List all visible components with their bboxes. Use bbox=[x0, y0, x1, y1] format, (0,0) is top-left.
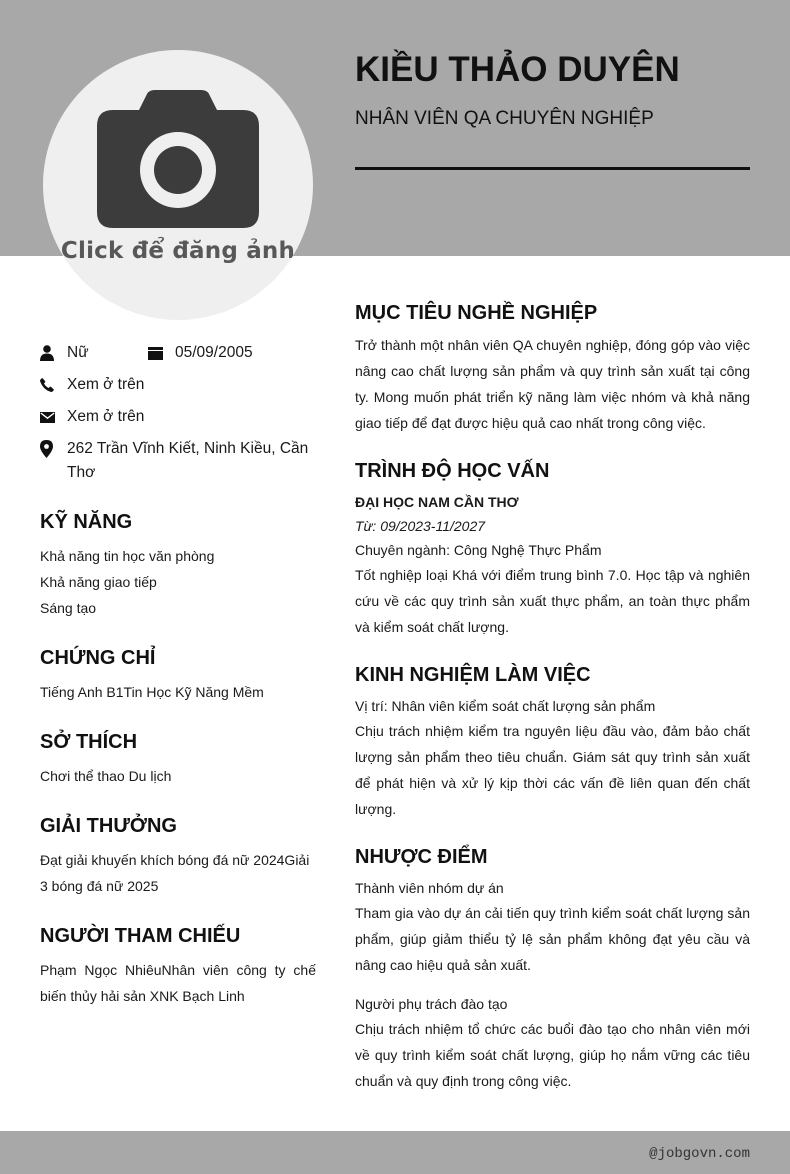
education-title: TRÌNH ĐỘ HỌC VẤN bbox=[355, 460, 550, 482]
phone-icon bbox=[40, 373, 67, 397]
skills-title: KỸ NĂNG bbox=[40, 511, 133, 533]
references-text: Phạm Ngọc NhiêuNhân viên công ty chế biến thủy hải sản XNK Bạch Linh bbox=[40, 962, 316, 1004]
skill-item: Khả năng giao tiếp bbox=[40, 574, 157, 590]
references-section bbox=[40, 923, 316, 1009]
education-period: Từ: 09/2023-11/2027 bbox=[355, 518, 486, 534]
skill-item: Khả năng tin học văn phòng bbox=[40, 548, 215, 564]
phone-row bbox=[40, 373, 316, 397]
address-row bbox=[40, 437, 316, 485]
left-column bbox=[40, 341, 316, 1009]
weakness-text: Chịu trách nhiệm tổ chức các buổi đào tạo cho nhân viên mới về quy trình kiểm soát chất lượng, giúp họ nắm vững các tiêu chuẩn và quy định trong công việc. bbox=[355, 1021, 750, 1089]
gender-value: Nữ bbox=[67, 344, 89, 361]
phone-value: Xem ở trên bbox=[67, 376, 145, 393]
skill-item: Sáng tạo bbox=[40, 600, 97, 616]
awards-section bbox=[40, 813, 316, 899]
address-value: 262 Trần Vĩnh Kiết, Ninh Kiều, Cần Thơ bbox=[67, 440, 309, 481]
certificates-text: Tiếng Anh B1Tin Học Kỹ Năng Mềm bbox=[40, 684, 264, 700]
photo-upload[interactable] bbox=[43, 50, 313, 320]
objective-section bbox=[355, 300, 750, 436]
experience-description: Chịu trách nhiệm kiểm tra nguyên liệu đầu vào, đảm bảo chất lượng sản phẩm theo tiêu chuẩn. Giám sát quy trình sản xuất để phát hiện và xử lý kịp thời các vấn đề liên quan đến chất lượng. bbox=[355, 723, 750, 817]
photo-upload-label: Click để đăng ảnh bbox=[60, 238, 296, 264]
education-description: Tốt nghiệp loại Khá với điểm trung bình 7.0. Học tập và nghiên cứu về các quy trình sản xuất thực phẩm, an toàn thực phẩm và kiểm soát chất lượng. bbox=[355, 567, 750, 635]
experience-position: Vị trí: Nhân viên kiểm soát chất lượng sản phẩm bbox=[355, 698, 656, 714]
gender-birthday-row bbox=[40, 341, 316, 365]
weaknesses-section bbox=[355, 844, 750, 1094]
email-value: Xem ở trên bbox=[67, 408, 145, 425]
awards-text: Đạt giải khuyến khích bóng đá nữ 2024Giải 3 bóng đá nữ 2025 bbox=[40, 852, 310, 894]
objective-text: Trở thành một nhân viên QA chuyên nghiệp, đóng góp vào việc nâng cao chất lượng sản phẩm và quy trình sản xuất tại công ty. Mong muốn phát triển kỹ năng làm việc nhóm và khả năng giao tiếp để đạt được hiệu quả cao nhất trong công việc. bbox=[355, 337, 750, 431]
awards-title: GIẢI THƯỞNG bbox=[40, 815, 177, 837]
objective-title: MỤC TIÊU NGHỀ NGHIỆP bbox=[355, 302, 598, 324]
weakness-text: Tham gia vào dự án cải tiến quy trình kiểm soát chất lượng sản phẩm, giúp giảm thiểu tỷ lệ sản phẩm không đạt yêu cầu và nâng cao hiệu quả sản xuất. bbox=[355, 905, 750, 973]
birthday-value: 05/09/2005 bbox=[175, 344, 253, 361]
certificates-title: CHỨNG CHỈ bbox=[40, 647, 156, 669]
calendar-icon bbox=[148, 341, 175, 365]
education-school: ĐẠI HỌC NAM CẦN THƠ bbox=[355, 494, 519, 510]
references-title: NGƯỜI THAM CHIẾU bbox=[40, 925, 241, 947]
hobbies-title: SỞ THÍCH bbox=[40, 731, 138, 753]
weakness-heading: Người phụ trách đào tạo bbox=[355, 996, 508, 1012]
title-divider bbox=[355, 167, 750, 170]
weakness-heading: Thành viên nhóm dự án bbox=[355, 880, 504, 896]
person-icon bbox=[40, 341, 67, 365]
weakness-item bbox=[355, 992, 750, 1094]
email-row bbox=[40, 405, 316, 429]
mail-icon bbox=[40, 405, 67, 429]
location-icon bbox=[40, 437, 67, 461]
candidate-name: KIỀU THẢO DUYÊN bbox=[355, 50, 680, 89]
experience-title: KINH NGHIỆM LÀM VIỆC bbox=[355, 664, 591, 686]
weaknesses-title: NHƯỢC ĐIỂM bbox=[355, 846, 488, 868]
skills-section bbox=[40, 509, 316, 621]
hobbies-section bbox=[40, 729, 316, 789]
camera-icon bbox=[97, 90, 259, 232]
right-column bbox=[355, 300, 750, 1116]
certificates-section bbox=[40, 645, 316, 705]
education-section bbox=[355, 458, 750, 640]
job-title: NHÂN VIÊN QA CHUYÊN NGHIỆP bbox=[355, 108, 654, 129]
education-major: Chuyên ngành: Công Nghệ Thực Phẩm bbox=[355, 542, 602, 558]
experience-section bbox=[355, 662, 750, 822]
footer-watermark: @jobgovn.com bbox=[649, 1146, 750, 1162]
hobbies-text: Chơi thể thao Du lịch bbox=[40, 768, 172, 784]
weakness-item bbox=[355, 876, 750, 978]
